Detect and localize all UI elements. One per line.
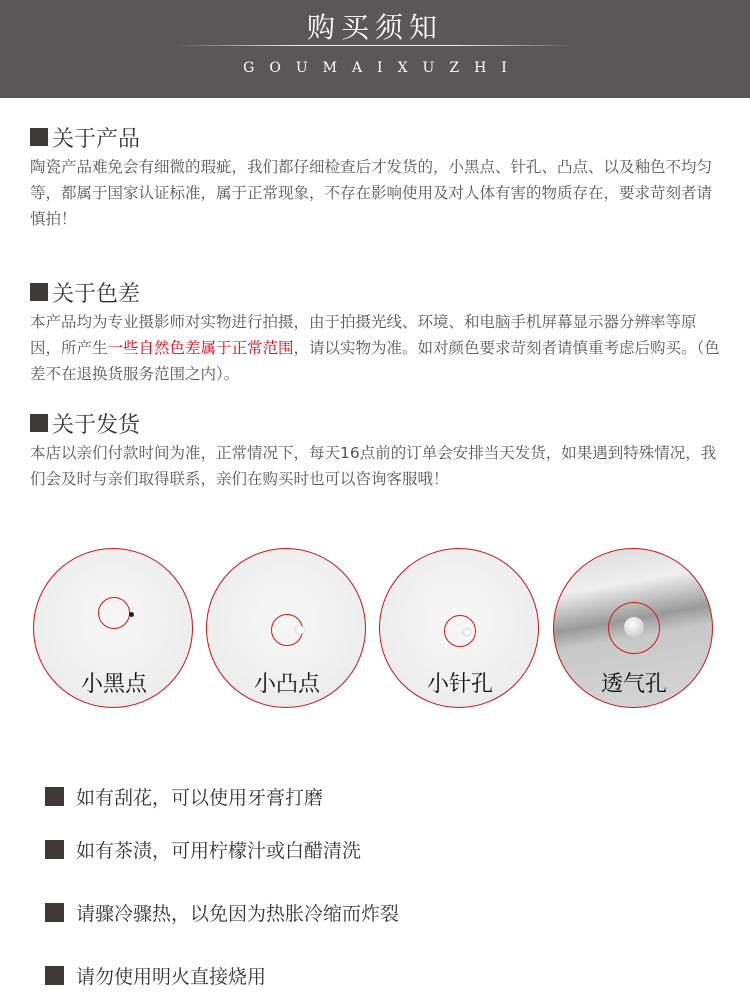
square-bullet-icon — [45, 966, 64, 985]
black-dot-mark — [129, 612, 134, 617]
defect-label: 透气孔 — [600, 672, 667, 697]
header-subtitle: GOUMAIXUZHI — [243, 60, 522, 76]
defect-circle-vent-hole — [553, 548, 713, 708]
pinhole-mark — [464, 629, 470, 635]
square-bullet-icon — [45, 903, 64, 922]
defect-circle-black-dot — [33, 548, 193, 708]
defect-label: 小针孔 — [426, 672, 493, 697]
section-color-title: 关于色差 — [52, 281, 141, 307]
square-bullet-icon — [45, 840, 64, 859]
care-tip-text: 请骤冷骤热，以免因为热胀冷缩而炸裂 — [76, 902, 400, 925]
highlight-ring — [444, 615, 476, 647]
care-tip — [45, 899, 399, 925]
highlight-ring — [98, 597, 130, 629]
color-body-text-2: ，请以实物为准。如对颜色要求苛刻者请慎重考虑后购买。（色差不在退换货服务范围之内）。 — [30, 339, 720, 383]
bump-mark — [296, 626, 304, 634]
care-tip-text: 如有刮花，可以使用牙膏打磨 — [76, 786, 324, 809]
section-product-title: 关于产品 — [52, 126, 141, 152]
vent-hole-mark — [624, 617, 644, 637]
defect-circle-pinhole — [379, 548, 539, 708]
defect-circle-bump — [206, 548, 366, 708]
defect-label: 小黑点 — [80, 672, 147, 697]
section-shipping-body: 本店以亲们付款时间为准，正常情况下，每天16点前的订单会安排当天发货，如果遇到特殊情况，我们会及时与亲们取得联系，亲们在购买时也可以咨询客服哦！ — [30, 444, 717, 488]
square-bullet-icon — [45, 787, 64, 806]
square-bullet-icon — [30, 283, 48, 301]
care-tip-text: 如有茶渍，可用柠檬汁或白醋清洗 — [76, 839, 362, 862]
section-product-body: 陶瓷产品难免会有细微的瑕疵，我们都仔细检查后才发货的，小黑点、针孔、凸点、以及釉色不均匀等，都属于国家认证标准，属于正常现象，不存在影响使用及对人体有害的物质存在，要求苛刻者请慎拍！ — [30, 158, 713, 228]
square-bullet-icon — [30, 414, 48, 432]
care-tip — [45, 836, 361, 862]
section-shipping-title: 关于发货 — [52, 412, 141, 438]
header-banner — [0, 0, 750, 98]
defect-examples — [0, 548, 750, 713]
section-color-body — [30, 309, 720, 387]
color-body-highlight: 一些自然色差属于正常范围 — [107, 339, 294, 357]
section-color — [30, 277, 720, 387]
section-shipping — [30, 408, 720, 492]
header-title: 购买须知 — [306, 11, 443, 44]
care-tip — [45, 783, 323, 809]
color-body-text-1: 本产品均为专业摄影师对实物进行拍摄，由于拍摄光线、环境、和电脑手机屏幕显示器分辨率等原因，所产生 — [30, 313, 697, 357]
defect-label: 小凸点 — [253, 672, 320, 697]
care-tip — [45, 962, 266, 988]
care-tip-text: 请勿使用明火直接烧用 — [76, 965, 267, 988]
square-bullet-icon — [30, 128, 48, 146]
section-product — [30, 122, 720, 232]
header-divider — [176, 45, 574, 46]
